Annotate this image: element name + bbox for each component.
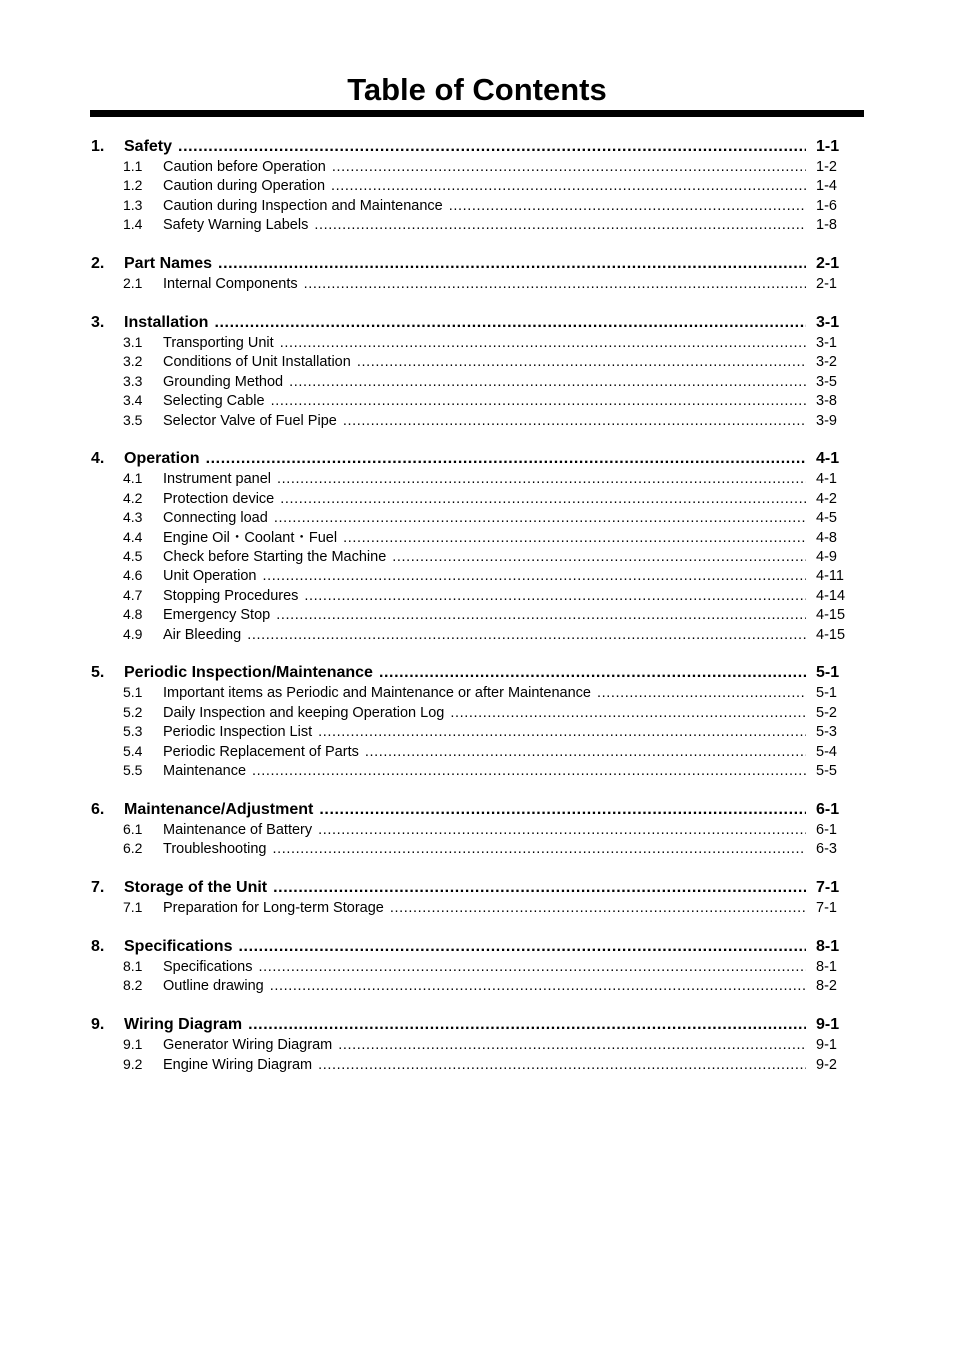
subsection-number: 4.7	[123, 586, 143, 603]
subsection-title: Daily Inspection and keeping Operation Log	[163, 704, 445, 721]
chapter-page-number: 3-1	[816, 313, 840, 331]
subsection-page-number: 3-9	[816, 412, 837, 429]
subsection-page-number: 6-1	[816, 821, 837, 838]
subsection-title: Instrument panel	[163, 471, 272, 488]
dot-leader	[338, 1036, 806, 1055]
subsection-page-number: 5-4	[816, 743, 837, 760]
chapter-number: 7.	[91, 879, 105, 897]
chapter-number: 5.	[91, 664, 105, 682]
subsection-number: 1.2	[123, 177, 143, 194]
dot-leader	[318, 1056, 806, 1075]
toc-subsection-entry[interactable]	[90, 547, 858, 566]
subsection-number: 5.4	[123, 742, 143, 759]
toc-section	[90, 877, 858, 917]
chapter-number: 1.	[91, 138, 105, 155]
chapter-number: 8.	[91, 938, 105, 956]
subsection-page-number: 1-2	[816, 159, 837, 175]
dot-leader	[289, 373, 806, 392]
toc-subsection-entry[interactable]	[90, 566, 858, 585]
toc-subsection-entry[interactable]	[90, 1035, 858, 1054]
subsection-number: 4.3	[123, 509, 143, 526]
subsection-title: Stopping Procedures	[163, 587, 299, 604]
toc-subsection-entry[interactable]	[90, 469, 858, 488]
dot-leader	[272, 840, 806, 859]
toc-subsection-entry[interactable]	[90, 352, 858, 371]
chapter-title: Maintenance/Adjustment	[124, 800, 314, 818]
subsection-number: 2.1	[123, 275, 143, 292]
toc-subsection-entry[interactable]	[90, 957, 858, 976]
subsection-page-number: 4-9	[816, 548, 837, 565]
subsection-number: 6.2	[123, 840, 143, 857]
subsection-page-number: 1-6	[816, 197, 837, 214]
table-of-contents	[90, 136, 858, 1093]
toc-chapter-entry[interactable]	[90, 253, 858, 274]
subsection-page-number: 8-1	[816, 959, 837, 976]
dot-leader	[365, 743, 806, 762]
dot-leader	[332, 158, 806, 177]
chapter-title: Storage of the Unit	[124, 879, 268, 897]
subsection-number: 3.1	[123, 333, 143, 350]
subsection-page-number: 5-3	[816, 724, 837, 741]
subsection-page-number: 5-1	[816, 685, 837, 702]
subsection-number: 7.1	[123, 899, 143, 916]
subsection-number: 6.1	[123, 820, 143, 837]
toc-section	[90, 136, 858, 235]
dot-leader	[258, 958, 806, 977]
subsection-page-number: 9-1	[816, 1037, 837, 1054]
dot-leader	[357, 353, 806, 372]
title-rule	[90, 110, 864, 117]
subsection-title: Caution during Operation	[163, 178, 326, 195]
subsection-title: Conditions of Unit Installation	[163, 354, 351, 371]
subsection-title: Air Bleeding	[163, 626, 242, 643]
chapter-page-number: 5-1	[816, 664, 840, 682]
dot-leader	[597, 684, 806, 703]
dot-leader	[274, 509, 806, 528]
chapter-title: Installation	[124, 313, 209, 331]
subsection-number: 3.3	[123, 372, 143, 389]
subsection-number: 8.1	[123, 958, 143, 975]
toc-section	[90, 312, 858, 430]
subsection-title: Caution before Operation	[163, 159, 326, 175]
subsection-number: 4.9	[123, 625, 143, 642]
dot-leader	[238, 936, 806, 957]
subsection-page-number: 4-15	[816, 626, 846, 643]
dot-leader	[206, 448, 806, 469]
subsection-title: Grounding Method	[163, 373, 284, 390]
toc-subsection-entry[interactable]	[90, 1055, 858, 1074]
subsection-page-number: 7-1	[816, 900, 837, 917]
subsection-page-number: 9-2	[816, 1056, 837, 1073]
dot-leader	[252, 762, 806, 781]
subsection-title: Maintenance of Battery	[163, 821, 313, 838]
toc-chapter-entry[interactable]	[90, 877, 858, 898]
subsection-page-number: 6-3	[816, 841, 837, 858]
chapter-number: 2.	[91, 255, 105, 273]
subsection-title: Periodic Replacement of Parts	[163, 743, 359, 760]
toc-subsection-entry[interactable]	[90, 625, 858, 644]
toc-chapter-entry[interactable]	[90, 448, 858, 469]
toc-subsection-entry[interactable]	[90, 898, 858, 917]
dot-leader	[178, 136, 806, 157]
toc-subsection-entry[interactable]	[90, 411, 858, 430]
dot-leader	[218, 253, 806, 274]
dot-leader	[214, 312, 806, 333]
chapter-page-number: 6-1	[816, 800, 840, 818]
subsection-page-number: 4-5	[816, 510, 837, 527]
subsection-page-number: 3-2	[816, 354, 837, 371]
subsection-page-number: 5-2	[816, 704, 837, 721]
dot-leader	[276, 606, 806, 625]
dot-leader	[270, 977, 806, 996]
toc-chapter-entry[interactable]	[90, 662, 858, 683]
subsection-page-number: 8-2	[816, 978, 837, 995]
chapter-title: Specifications	[124, 938, 233, 956]
subsection-number: 1.4	[123, 216, 143, 233]
subsection-title: Unit Operation	[163, 568, 257, 585]
subsection-title: Engine Oil・Coolant・Fuel	[163, 529, 338, 546]
dot-leader	[271, 392, 806, 411]
toc-section	[90, 662, 858, 780]
toc-subsection-entry[interactable]	[90, 839, 858, 858]
dot-leader	[390, 899, 806, 918]
toc-subsection-entry[interactable]	[90, 196, 858, 215]
subsection-title: Connecting load	[163, 510, 268, 527]
dot-leader	[304, 275, 806, 294]
toc-subsection-entry[interactable]	[90, 333, 858, 352]
toc-subsection-entry[interactable]	[90, 761, 858, 780]
chapter-page-number: 1-1	[816, 138, 840, 155]
subsection-page-number: 4-14	[816, 587, 846, 604]
subsection-number: 5.3	[123, 723, 143, 740]
dot-leader	[343, 412, 806, 431]
toc-subsection-entry[interactable]	[90, 176, 858, 195]
toc-chapter-entry[interactable]	[90, 936, 858, 957]
toc-subsection-entry[interactable]	[90, 976, 858, 995]
dot-leader	[314, 216, 806, 235]
dot-leader	[280, 490, 806, 509]
subsection-title: Emergency Stop	[163, 607, 271, 624]
subsection-title: Check before Starting the Machine	[163, 548, 387, 565]
subsection-title: Preparation for Long-term Storage	[163, 900, 384, 917]
toc-subsection-entry[interactable]	[90, 683, 858, 702]
dot-leader	[319, 799, 806, 820]
chapter-title: Periodic Inspection/Maintenance	[124, 664, 373, 682]
subsection-title: Internal Components	[163, 276, 298, 293]
subsection-page-number: 4-2	[816, 490, 837, 507]
toc-subsection-entry[interactable]	[90, 372, 858, 391]
chapter-page-number: 9-1	[816, 1016, 840, 1034]
toc-subsection-entry[interactable]	[90, 703, 858, 722]
subsection-number: 3.5	[123, 411, 143, 428]
chapter-page-number: 4-1	[816, 450, 840, 468]
toc-subsection-entry[interactable]	[90, 274, 858, 293]
toc-chapter-entry[interactable]	[90, 1014, 858, 1035]
subsection-title: Periodic Inspection List	[163, 724, 313, 741]
subsection-number: 4.4	[123, 528, 143, 545]
dot-leader	[450, 704, 806, 723]
subsection-number: 9.2	[123, 1055, 143, 1072]
dot-leader	[343, 529, 806, 548]
subsection-page-number: 4-8	[816, 529, 837, 546]
toc-subsection-entry[interactable]	[90, 722, 858, 741]
subsection-title: Important items as Periodic and Maintenance or after Maintenance	[163, 685, 591, 702]
chapter-number: 6.	[91, 800, 105, 818]
subsection-page-number: 4-1	[816, 471, 837, 488]
toc-section	[90, 253, 858, 293]
subsection-number: 5.5	[123, 761, 143, 778]
toc-subsection-entry[interactable]	[90, 489, 858, 508]
subsection-page-number: 3-1	[816, 334, 837, 351]
toc-subsection-entry[interactable]	[90, 605, 858, 624]
subsection-title: Maintenance	[163, 762, 247, 779]
subsection-title: Specifications	[163, 959, 253, 976]
toc-section	[90, 799, 858, 859]
subsection-title: Safety Warning Labels	[163, 217, 309, 234]
subsection-page-number: 1-8	[816, 217, 837, 234]
dot-leader	[331, 177, 806, 196]
subsection-number: 5.1	[123, 684, 143, 701]
page-title: Table of Contents	[347, 72, 607, 107]
subsection-page-number: 3-8	[816, 393, 837, 410]
toc-chapter-entry[interactable]	[90, 136, 858, 157]
toc-subsection-entry[interactable]	[90, 391, 858, 410]
subsection-number: 4.1	[123, 470, 143, 487]
toc-section	[90, 1014, 858, 1074]
toc-subsection-entry[interactable]	[90, 157, 858, 176]
toc-subsection-entry[interactable]	[90, 820, 858, 839]
chapter-title: Operation	[124, 450, 200, 468]
toc-chapter-entry[interactable]	[90, 799, 858, 820]
chapter-title: Safety	[124, 138, 173, 155]
dot-leader	[247, 626, 806, 645]
subsection-number: 3.2	[123, 353, 143, 370]
toc-section	[90, 448, 858, 644]
dot-leader	[318, 821, 806, 840]
dot-leader	[277, 470, 806, 489]
chapter-number: 3.	[91, 313, 105, 331]
subsection-page-number: 1-4	[816, 178, 837, 195]
toc-subsection-entry[interactable]	[90, 508, 858, 527]
chapter-page-number: 7-1	[816, 879, 840, 897]
dot-leader	[392, 548, 806, 567]
dot-leader	[263, 567, 807, 586]
subsection-number: 4.8	[123, 606, 143, 623]
subsection-title: Outline drawing	[163, 978, 264, 995]
chapter-number: 4.	[91, 450, 105, 468]
dot-leader	[318, 723, 806, 742]
dot-leader	[273, 877, 806, 898]
subsection-page-number: 2-1	[816, 276, 837, 293]
subsection-page-number: 4-15	[816, 607, 846, 624]
subsection-title: Generator Wiring Diagram	[163, 1037, 333, 1054]
dot-leader	[449, 197, 806, 216]
dot-leader	[304, 587, 806, 606]
subsection-number: 3.4	[123, 392, 143, 409]
subsection-number: 9.1	[123, 1036, 143, 1053]
subsection-number: 4.2	[123, 489, 143, 506]
subsection-number: 1.1	[123, 158, 143, 174]
toc-subsection-entry[interactable]	[90, 742, 858, 761]
chapter-number: 9.	[91, 1016, 105, 1034]
toc-chapter-entry[interactable]	[90, 312, 858, 333]
subsection-title: Selecting Cable	[163, 393, 265, 410]
chapter-title: Part Names	[124, 255, 213, 273]
subsection-page-number: 3-5	[816, 373, 837, 390]
subsection-title: Troubleshooting	[163, 841, 267, 858]
subsection-number: 5.2	[123, 703, 143, 720]
subsection-number: 4.5	[123, 547, 143, 564]
subsection-number: 4.6	[123, 567, 143, 584]
toc-subsection-entry[interactable]	[90, 528, 858, 547]
subsection-page-number: 4-11	[816, 568, 844, 585]
dot-leader	[248, 1014, 806, 1035]
subsection-title: Protection device	[163, 490, 275, 507]
subsection-title: Caution during Inspection and Maintenance	[163, 197, 443, 214]
subsection-number: 8.2	[123, 977, 143, 994]
toc-subsection-entry[interactable]	[90, 215, 858, 234]
dot-leader	[280, 334, 806, 353]
chapter-page-number: 8-1	[816, 938, 840, 956]
subsection-title: Transporting Unit	[163, 334, 274, 351]
subsection-page-number: 5-5	[816, 762, 837, 779]
subsection-number: 1.3	[123, 196, 143, 213]
dot-leader	[379, 662, 806, 683]
toc-section	[90, 936, 858, 996]
subsection-title: Selector Valve of Fuel Pipe	[163, 412, 337, 429]
chapter-title: Wiring Diagram	[124, 1016, 243, 1034]
toc-subsection-entry[interactable]	[90, 586, 858, 605]
subsection-title: Engine Wiring Diagram	[163, 1056, 313, 1073]
chapter-page-number: 2-1	[816, 255, 840, 273]
